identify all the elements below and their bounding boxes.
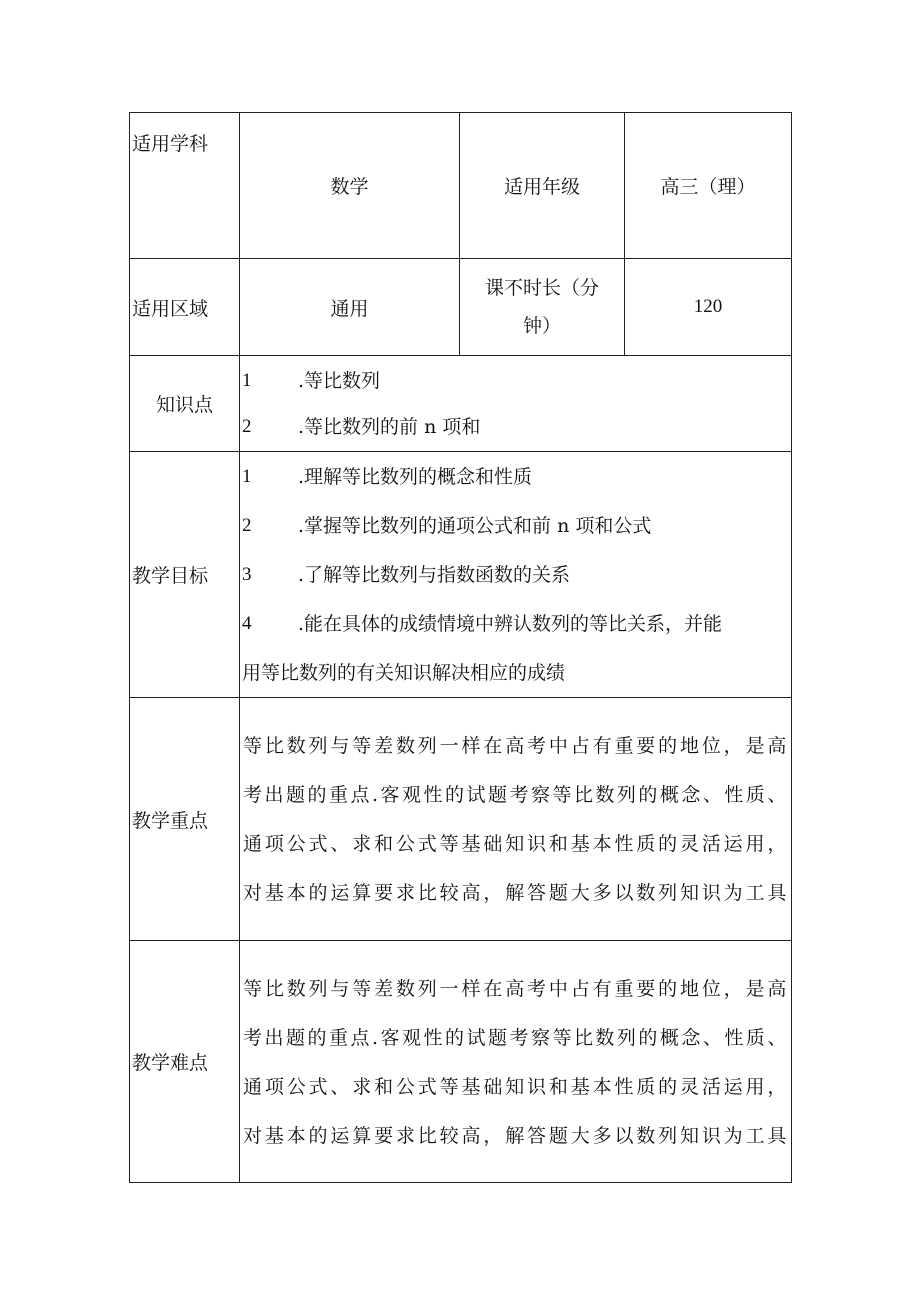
list-item [240,404,791,450]
item-number: 3 [242,563,252,585]
item-number: 1 [242,465,252,487]
knowledge-list [240,356,792,452]
list-item [240,501,791,550]
paragraph-line: 等比数列与等差数列一样在高考中占有重要的地位，是高 [243,978,787,1000]
difficulty-label: 教学难点 [130,941,240,1183]
subject-label: 适用学科 [130,113,240,259]
row-difficulty [130,941,792,1183]
list-item-continuation [240,648,791,697]
lesson-plan-table [129,112,792,1183]
duration-label-line2: 钟） [522,315,561,337]
item-text: .理解等比数列的概念和性质 [298,465,533,488]
paragraph-line: 对基本的运算要求比较高，解答题大多以数列知识为工具 [243,882,787,904]
item-text: .了解等比数列与指数函数的关系 [298,563,571,586]
goals-list [240,452,792,698]
duration-value: 120 [625,259,792,356]
item-text-continuation: 用等比数列的有关知识解决相应的成绩 [242,661,566,684]
item-text: .等比数列的前 n 项和 [298,415,481,438]
item-text: .掌握等比数列的通项公式和前 n 项和公式 [298,514,652,537]
row-knowledge [130,356,792,452]
item-number: 2 [242,514,252,536]
paragraph-line: 考出题的重点.客观性的试题考察等比数列的概念、性质、 [243,1027,787,1049]
knowledge-label: 知识点 [130,356,240,452]
subject-value: 数学 [240,113,460,259]
row-focus [130,698,792,941]
item-number: 1 [242,369,252,391]
item-text: .等比数列 [298,369,381,392]
paragraph-line: 通项公式、求和公式等基础知识和基本性质的灵活运用， [243,833,787,855]
goals-label: 教学目标 [130,452,240,698]
item-text: .能在具体的成绩情境中辨认数列的等比关系，并能 [298,612,723,635]
paragraph-line: 通项公式、求和公式等基础知识和基本性质的灵活运用， [243,1076,787,1098]
item-number: 2 [242,415,252,437]
row-goals [130,452,792,698]
list-item [240,358,791,404]
duration-label [460,259,625,356]
grade-value: 高三（理） [625,113,792,259]
list-item [240,599,791,648]
paragraph-line: 等比数列与等差数列一样在高考中占有重要的地位，是高 [243,735,787,757]
item-number: 4 [242,612,252,634]
region-label: 适用区域 [130,259,240,356]
focus-text [240,698,792,941]
row-subject [130,113,792,259]
focus-label: 教学重点 [130,698,240,941]
paragraph-line: 对基本的运算要求比较高，解答题大多以数列知识为工具 [243,1125,787,1147]
paragraph-line: 考出题的重点.客观性的试题考察等比数列的概念、性质、 [243,784,787,806]
row-region [130,259,792,356]
list-item [240,550,791,599]
difficulty-text [240,941,792,1183]
grade-label: 适用年级 [460,113,625,259]
list-item [240,452,791,501]
region-value: 通用 [240,259,460,356]
duration-label-line1: 课不时长（分 [484,277,599,299]
